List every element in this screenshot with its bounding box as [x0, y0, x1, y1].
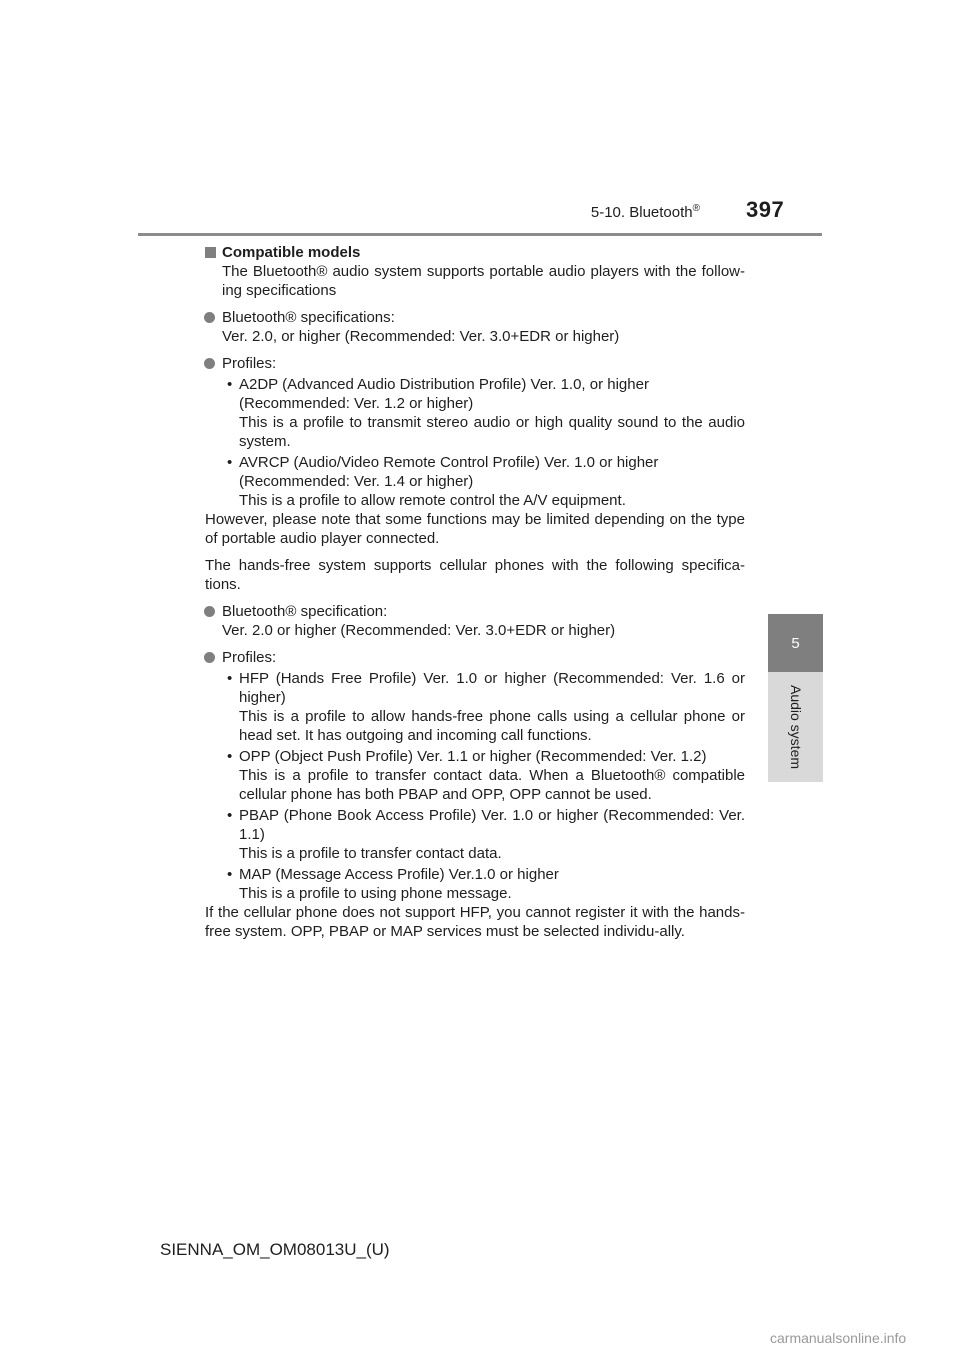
- profile-item: [222, 453, 745, 510]
- page-number: 397: [746, 197, 785, 222]
- square-bullet-icon: [205, 247, 216, 258]
- profile-line: HFP (Hands Free Profile) Ver. 1.0 or higher (Recommended: Ver. 1.6 or higher): [239, 670, 745, 706]
- dot-marker-icon: •: [227, 807, 233, 824]
- page-header: [0, 0, 960, 240]
- document-code: SIENNA_OM_OM08013U_(U): [160, 1240, 390, 1259]
- audio-note: However, please note that some functions may be limited depending on the type of portable audio player connected.: [205, 511, 745, 547]
- profile-line: This is a profile to allow hands-free phone calls using a cellular phone or head set. It has outgoing and incoming call functions.: [239, 708, 745, 744]
- bullet-title: Profiles:: [222, 649, 277, 666]
- intro-paragraph: The Bluetooth® audio system supports portable audio players with the follow-ing specifications: [222, 263, 745, 299]
- circle-bullet-icon: [204, 652, 215, 663]
- profile-line: A2DP (Advanced Audio Distribution Profile) Ver. 1.0, or higher: [239, 376, 649, 393]
- profile-line: This is a profile to allow remote control the A/V equipment.: [239, 492, 626, 509]
- watermark: carmanualsonline.info: [770, 1330, 907, 1346]
- handsfree-spec-bullet: [222, 602, 745, 640]
- circle-bullet-icon: [204, 606, 215, 617]
- bullet-title: Bluetooth® specification:: [222, 603, 388, 620]
- bullet-title: Profiles:: [222, 355, 277, 372]
- bullet-text: Ver. 2.0, or higher (Recommended: Ver. 3.0+EDR or higher): [222, 328, 620, 345]
- registered-mark: ®: [692, 203, 700, 214]
- profile-line: This is a profile to using phone message.: [239, 885, 512, 902]
- profile-line: This is a profile to transmit stereo audio or high quality sound to the audio system.: [239, 414, 745, 450]
- closing-paragraph: If the cellular phone does not support HFP, you cannot register it with the hands-free system. OPP, PBAP or MAP services must be selected individu-ally.: [205, 904, 745, 940]
- dot-marker-icon: •: [227, 376, 233, 393]
- bullet-text: Ver. 2.0 or higher (Recommended: Ver. 3.0+EDR or higher): [222, 622, 616, 639]
- dot-marker-icon: •: [227, 866, 233, 883]
- handsfree-profiles-bullet: [222, 648, 745, 667]
- profile-line: OPP (Object Push Profile) Ver. 1.1 or higher (Recommended: Ver. 1.2): [239, 748, 707, 765]
- profile-item: [222, 806, 745, 863]
- profile-line: This is a profile to transfer contact data. When a Bluetooth® compatible cellular phone has both PBAP and OPP, OPP cannot be used.: [239, 767, 745, 803]
- audio-spec-bullet: [222, 308, 745, 346]
- bullet-title: Bluetooth® specifications:: [222, 309, 395, 326]
- profile-item: [222, 747, 745, 804]
- profile-item: [222, 669, 745, 745]
- circle-bullet-icon: [204, 312, 215, 323]
- chapter-tab-number: 5: [768, 614, 823, 672]
- profile-line: (Recommended: Ver. 1.4 or higher): [239, 473, 474, 490]
- section-title-text: 5-10. Bluetooth: [590, 204, 693, 221]
- profile-line: AVRCP (Audio/Video Remote Control Profile) Ver. 1.0 or higher: [239, 454, 659, 471]
- chapter-tab-label-text: Audio system: [787, 684, 804, 770]
- section-heading-text: Compatible models: [222, 244, 361, 261]
- profile-item: [222, 375, 745, 451]
- profile-line: This is a profile to transfer contact data.: [239, 845, 502, 862]
- section-title: [591, 203, 700, 221]
- profile-line: (Recommended: Ver. 1.2 or higher): [239, 395, 474, 412]
- section-heading: [222, 243, 745, 262]
- circle-bullet-icon: [204, 358, 215, 369]
- profile-item: [222, 865, 745, 903]
- audio-profiles-bullet: [222, 354, 745, 373]
- dot-marker-icon: •: [227, 670, 233, 687]
- dot-marker-icon: •: [227, 454, 233, 471]
- dot-marker-icon: •: [227, 748, 233, 765]
- profile-line: MAP (Message Access Profile) Ver.1.0 or higher: [239, 866, 559, 883]
- header-divider: [138, 233, 822, 236]
- handsfree-intro: The hands-free system supports cellular phones with the following specifica-tions.: [205, 557, 745, 593]
- main-content: [205, 243, 745, 941]
- chapter-tab-label: [768, 672, 823, 782]
- profile-line: PBAP (Phone Book Access Profile) Ver. 1.0 or higher (Recommended: Ver. 1.1): [239, 807, 745, 843]
